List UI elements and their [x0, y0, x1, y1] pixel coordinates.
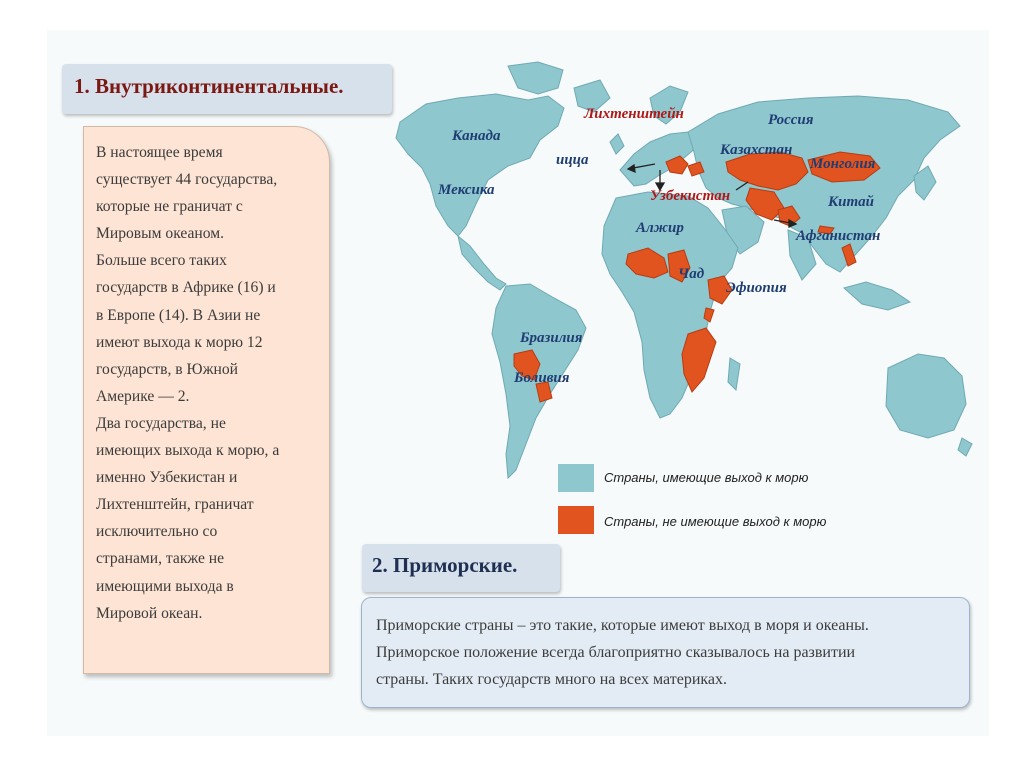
- label-switzerland-partial: ицца: [556, 152, 589, 168]
- text-line: Приморское положение всегда благоприятно сказывалось на развитии: [376, 644, 856, 661]
- label-brazil: Бразилия: [520, 330, 583, 346]
- label-russia: Россия: [768, 112, 814, 128]
- text-line: имеющих выхода к морю, а: [96, 442, 280, 460]
- label-afghanistan: Афганистан: [796, 228, 881, 244]
- text-line: Мировой океан.: [96, 604, 203, 622]
- text-line: государств в Африке (16) и: [96, 279, 276, 297]
- legend-swatch-sea-access: [558, 464, 594, 492]
- text-line: имеющими выхода в: [96, 577, 234, 595]
- label-mongolia: Монголия: [810, 156, 876, 172]
- section2-title: 2. Приморские.: [362, 544, 560, 592]
- label-chad: Чад: [678, 266, 705, 282]
- label-bolivia: Боливия: [514, 370, 570, 386]
- text-line: Мировым океаном.: [96, 225, 225, 243]
- label-ethiopia: Эфиопия: [726, 280, 787, 296]
- legend-label-sea-access: Страны, имеющие выход к морю: [604, 470, 809, 485]
- legend-swatch-landlocked: [558, 506, 594, 534]
- label-canada: Канада: [452, 128, 501, 144]
- text-line: В настоящее время: [96, 144, 223, 161]
- section1-text-box: [83, 126, 330, 674]
- world-map: [388, 58, 978, 494]
- label-liechtenstein: Лихтенштейн: [584, 106, 684, 122]
- text-line: имеют выхода к морю 12: [96, 333, 263, 351]
- text-line: страны. Таких государств много на всех материках.: [376, 671, 728, 688]
- label-algeria: Алжир: [636, 220, 684, 236]
- text-line: именно Узбекистан и: [96, 469, 238, 487]
- text-line: в Европе (14). В Азии не: [96, 306, 261, 324]
- text-line: Лихтенштейн, граничат: [96, 496, 254, 514]
- text-line: Два государства, не: [96, 414, 226, 432]
- label-uzbekistan: Узбекистан: [650, 188, 731, 204]
- text-line: Больше всего таких: [96, 252, 227, 270]
- section2-text-box: [361, 597, 970, 708]
- text-line: государств, в Южной: [96, 360, 239, 378]
- text-line: Америке — 2.: [96, 387, 190, 405]
- text-line: которые не граничат с: [96, 198, 243, 216]
- text-line: существует 44 государства,: [96, 171, 278, 189]
- label-china: Китай: [828, 194, 875, 210]
- label-mexico: Мексика: [438, 182, 495, 198]
- legend-label-landlocked: Страны, не имеющие выход к морю: [604, 514, 827, 529]
- text-line: исключительно со: [96, 523, 218, 541]
- label-kazakhstan: Казахстан: [720, 142, 793, 158]
- text-line: странами, также не: [96, 550, 225, 568]
- section1-title: 1. Внутриконтинентальные.: [62, 64, 392, 114]
- text-line: Приморские страны – это такие, которые имеют выход в моря и океаны.: [376, 617, 869, 634]
